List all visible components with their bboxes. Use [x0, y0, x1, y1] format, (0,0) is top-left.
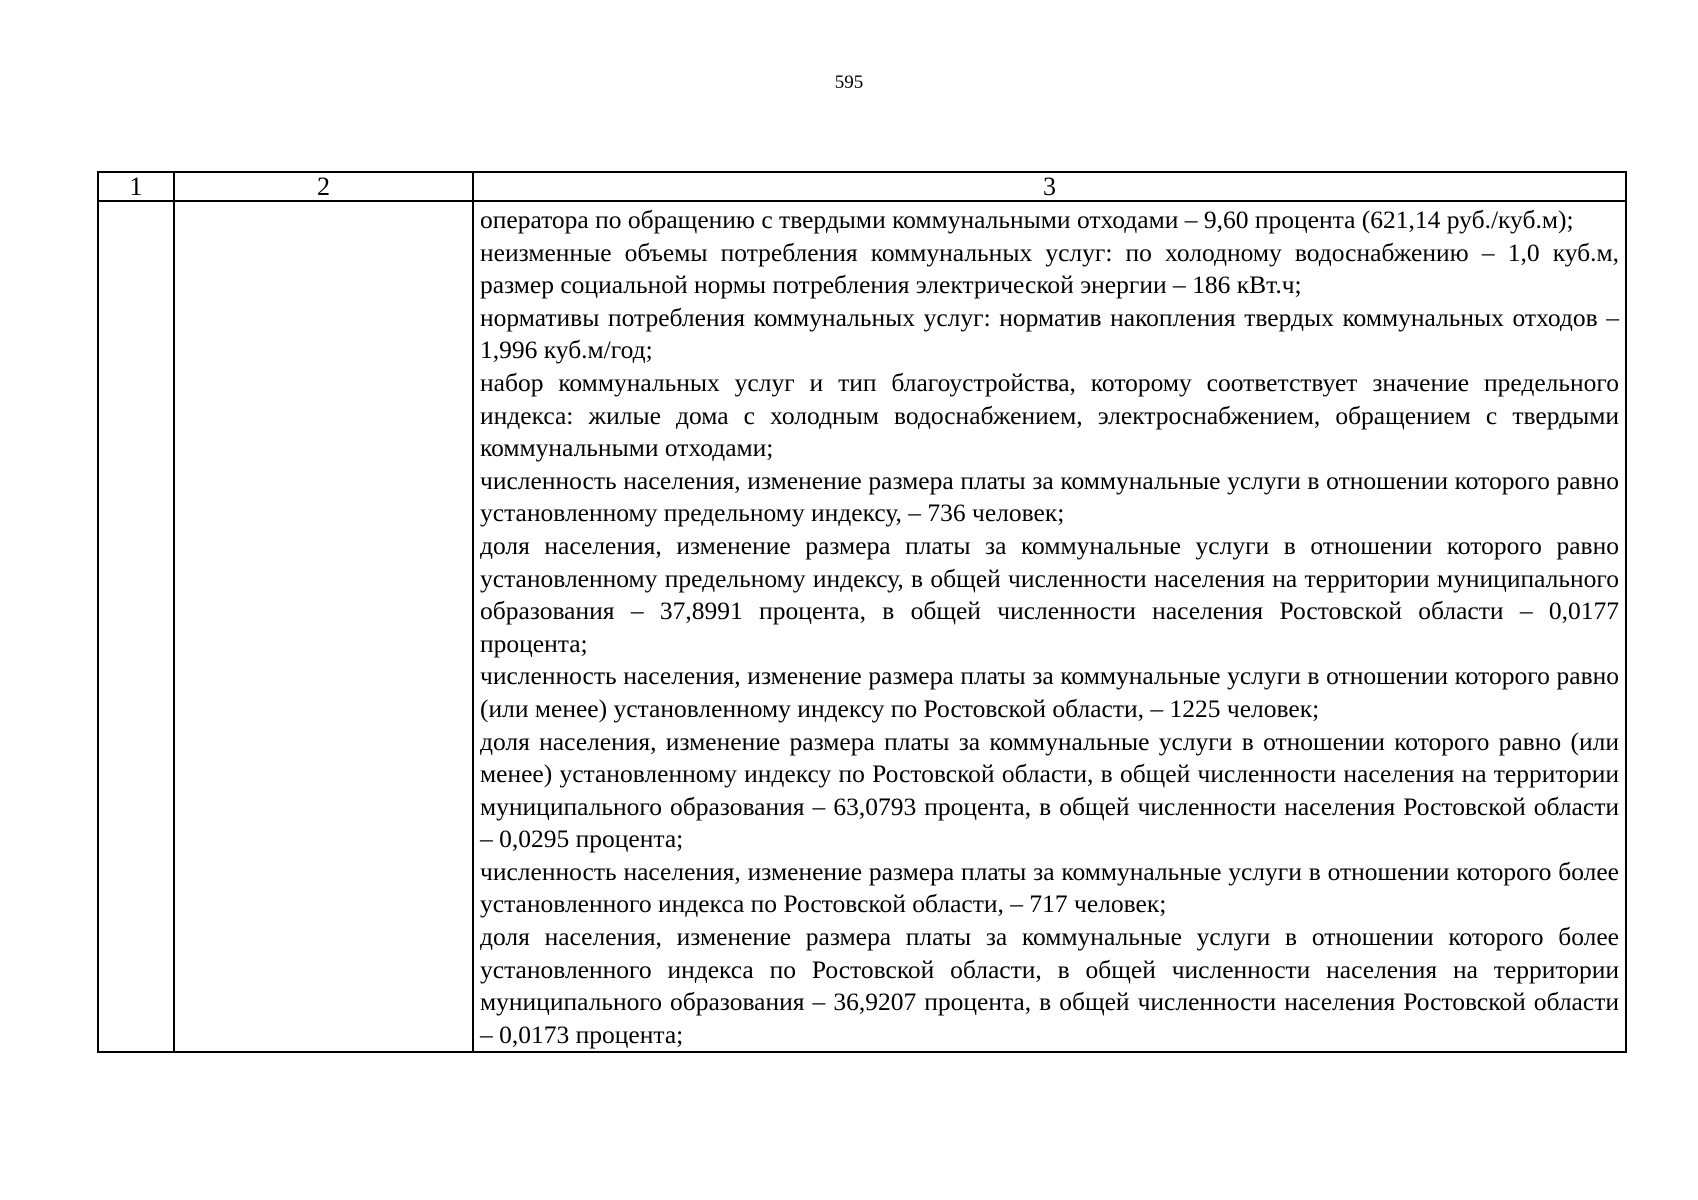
table-cell-col-1 — [98, 201, 174, 1052]
paragraph-operator-share: оператора по обращению с твердыми коммунальными отходами – 9,60 процента (621,14 руб./куб.м); — [480, 205, 1574, 234]
document-table — [97, 171, 1627, 1053]
paragraph-consumption-volumes: неизменные объемы потребления коммунальных услуг: по холодному водоснабжению – 1,0 куб.м, размер социальной нормы потребления электрической энергии – 186 кВт.ч; — [480, 237, 1619, 300]
column-header-1: 1 — [98, 172, 174, 201]
paragraph-consumption-norms: нормативы потребления коммунальных услуг: норматив накопления твердых коммунальных отходов – 1,996 куб.м/год; — [480, 302, 1619, 365]
column-header-3: 3 — [473, 172, 1626, 201]
table-cell-col-3 — [473, 201, 1626, 1052]
paragraph-share-equal: доля населения, изменение размера платы за коммунальные услуги в отношении которого равно установленному предельному индексу, в общей численности населения на территории муниципального образования – 37,8991 процента, в общей численности населения Ростовской области – 0,0177 процента; — [480, 530, 1619, 658]
table-header-row — [98, 172, 1626, 201]
paragraph-population-more: численность населения, изменение размера платы за коммунальные услуги в отношении которого более установленного индекса по Ростовской области, – 717 человек; — [480, 856, 1619, 919]
paragraph-population-equal-or-less: численность населения, изменение размера платы за коммунальные услуги в отношении которого равно (или менее) установленному индексу по Ростовской области, – 1225 человек; — [480, 661, 1619, 723]
paragraph-services-set: набор коммунальных услуг и тип благоустройства, которому соответствует значение предельного индекса: жилые дома с холодным водоснабжением, электроснабжением, обращением с твердыми коммунальными отходами; — [480, 367, 1619, 463]
table-cell-col-2 — [174, 201, 473, 1052]
paragraph-share-more: доля населения, изменение размера платы за коммунальные услуги в отношении которого более установленного индекса по Ростовской области, в общей численности населения на территории муниципального образования – 36,9207 процента, в общей численности населения Ростовской области – 0,0173 процента; — [480, 922, 1619, 1049]
paragraph-share-equal-or-less: доля населения, изменение размера платы за коммунальные услуги в отношении которого равно (или менее) установленному индексу по Ростовской области, в общей численности населения на территории муниципального образования – 63,0793 процента, в общей численности населения Ростовской области – 0,0295 процента; — [480, 726, 1619, 854]
column-header-2: 2 — [174, 172, 473, 201]
table-row — [98, 201, 1626, 1052]
page-number: 595 — [834, 72, 864, 93]
paragraph-population-equal: численность населения, изменение размера платы за коммунальные услуги в отношении которого равно установленному предельному индексу, – 736 человек; — [480, 465, 1619, 528]
